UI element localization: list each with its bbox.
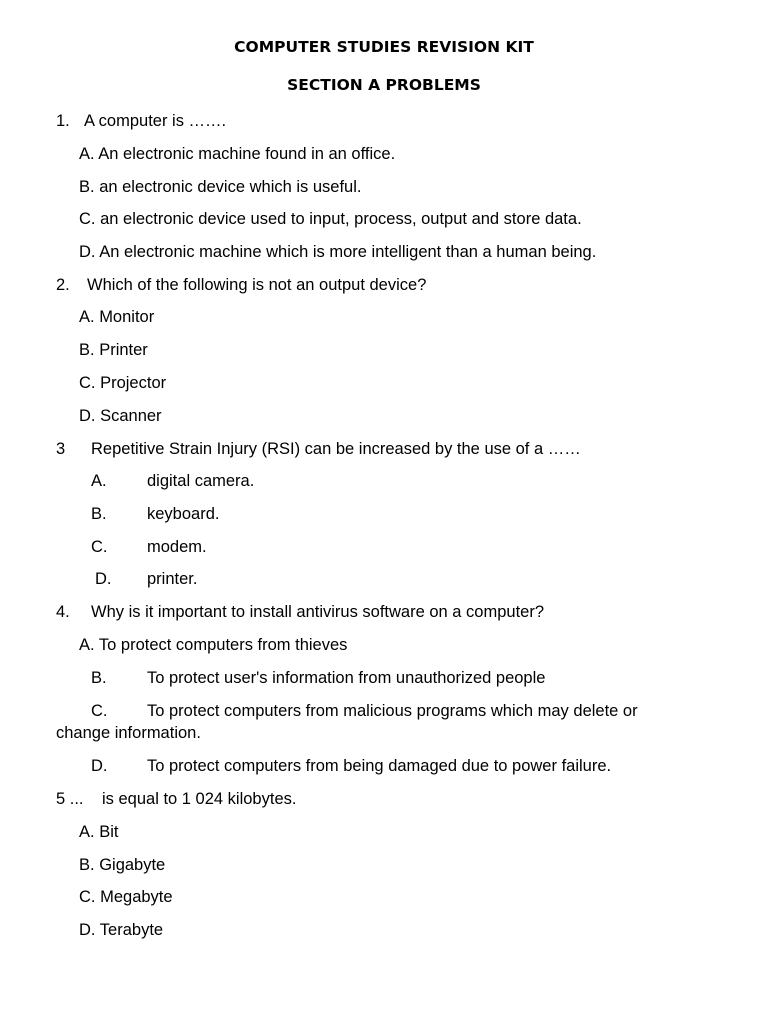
option-letter: A. bbox=[79, 636, 95, 654]
question-number: 1. bbox=[56, 112, 70, 130]
option-text: To protect user's information from unauthorized people bbox=[147, 669, 546, 687]
option-text: digital camera. bbox=[147, 472, 255, 490]
option-text: To protect computers from being damaged due to power failure. bbox=[147, 757, 612, 775]
question-text: Which of the following is not an output device? bbox=[87, 276, 427, 294]
option-text: Printer bbox=[99, 341, 148, 359]
question-4 bbox=[56, 602, 544, 622]
option-letter: A. bbox=[91, 472, 107, 490]
option-letter: D. bbox=[79, 243, 96, 261]
option-text: Scanner bbox=[100, 407, 162, 425]
option-3c bbox=[91, 537, 207, 557]
option-5a bbox=[79, 822, 118, 842]
question-number: 5 ... bbox=[56, 790, 84, 808]
option-text: Bit bbox=[99, 823, 119, 841]
option-text: An electronic machine found in an office. bbox=[98, 145, 396, 163]
option-letter: A. bbox=[79, 823, 95, 841]
option-letter: B. bbox=[91, 505, 107, 523]
option-4b bbox=[91, 668, 545, 688]
option-text: Monitor bbox=[99, 308, 155, 326]
option-4a bbox=[79, 635, 347, 655]
option-3d bbox=[95, 569, 197, 589]
option-2b bbox=[79, 340, 148, 360]
option-letter: C. bbox=[91, 538, 108, 556]
question-text: is equal to 1 024 kilobytes. bbox=[102, 790, 297, 808]
option-5b bbox=[79, 855, 165, 875]
question-text: Repetitive Strain Injury (RSI) can be increased by the use of a …… bbox=[91, 440, 581, 458]
option-4c-continuation: change information. bbox=[56, 724, 201, 742]
question-number: 2. bbox=[56, 276, 70, 294]
option-5d bbox=[79, 920, 163, 940]
option-letter: A. bbox=[79, 308, 95, 326]
option-text: modem. bbox=[147, 538, 207, 556]
option-2c bbox=[79, 373, 166, 393]
option-letter: C. bbox=[79, 374, 96, 392]
option-1c bbox=[79, 209, 582, 229]
option-text: Megabyte bbox=[100, 888, 173, 906]
option-letter: B. bbox=[79, 341, 95, 359]
option-letter: B. bbox=[79, 178, 95, 196]
option-letter: D. bbox=[79, 921, 96, 939]
question-text: A computer is ……. bbox=[84, 112, 227, 130]
option-text: keyboard. bbox=[147, 505, 220, 523]
option-text: an electronic device which is useful. bbox=[99, 178, 362, 196]
option-5c bbox=[79, 887, 173, 907]
question-text: Why is it important to install antivirus software on a computer? bbox=[91, 603, 545, 621]
option-letter: A. bbox=[79, 145, 95, 163]
option-1b bbox=[79, 177, 362, 197]
option-3b bbox=[91, 504, 219, 524]
option-4c bbox=[91, 701, 638, 721]
option-text: Terabyte bbox=[99, 921, 164, 939]
option-letter: D. bbox=[79, 407, 96, 425]
question-number: 3 bbox=[56, 440, 66, 458]
question-1 bbox=[56, 111, 226, 131]
section-heading: SECTION A PROBLEMS bbox=[287, 76, 481, 94]
option-letter: C. bbox=[79, 210, 96, 228]
option-text: an electronic device used to input, process, output and store data. bbox=[100, 210, 582, 228]
option-text: To protect computers from thieves bbox=[98, 636, 348, 654]
option-letter: C. bbox=[91, 702, 108, 720]
question-3 bbox=[56, 439, 581, 459]
option-letter: D. bbox=[91, 757, 108, 775]
question-5 bbox=[56, 789, 296, 809]
option-letter: B. bbox=[91, 669, 107, 687]
option-2d bbox=[79, 406, 162, 426]
option-letter: D. bbox=[95, 570, 112, 588]
document-title: COMPUTER STUDIES REVISION KIT bbox=[234, 38, 534, 56]
option-text: Gigabyte bbox=[99, 856, 166, 874]
option-text: printer. bbox=[147, 570, 198, 588]
option-text: Projector bbox=[100, 374, 167, 392]
question-2 bbox=[56, 275, 426, 295]
option-1d bbox=[79, 242, 596, 262]
option-2a bbox=[79, 307, 154, 327]
option-text: To protect computers from malicious programs which may delete or bbox=[147, 702, 638, 720]
option-1a bbox=[79, 144, 395, 164]
question-number: 4. bbox=[56, 603, 70, 621]
option-text: An electronic machine which is more intelligent than a human being. bbox=[99, 243, 597, 261]
option-4d bbox=[91, 756, 611, 776]
option-letter: C. bbox=[79, 888, 96, 906]
option-3a bbox=[91, 471, 254, 491]
option-letter: B. bbox=[79, 856, 95, 874]
